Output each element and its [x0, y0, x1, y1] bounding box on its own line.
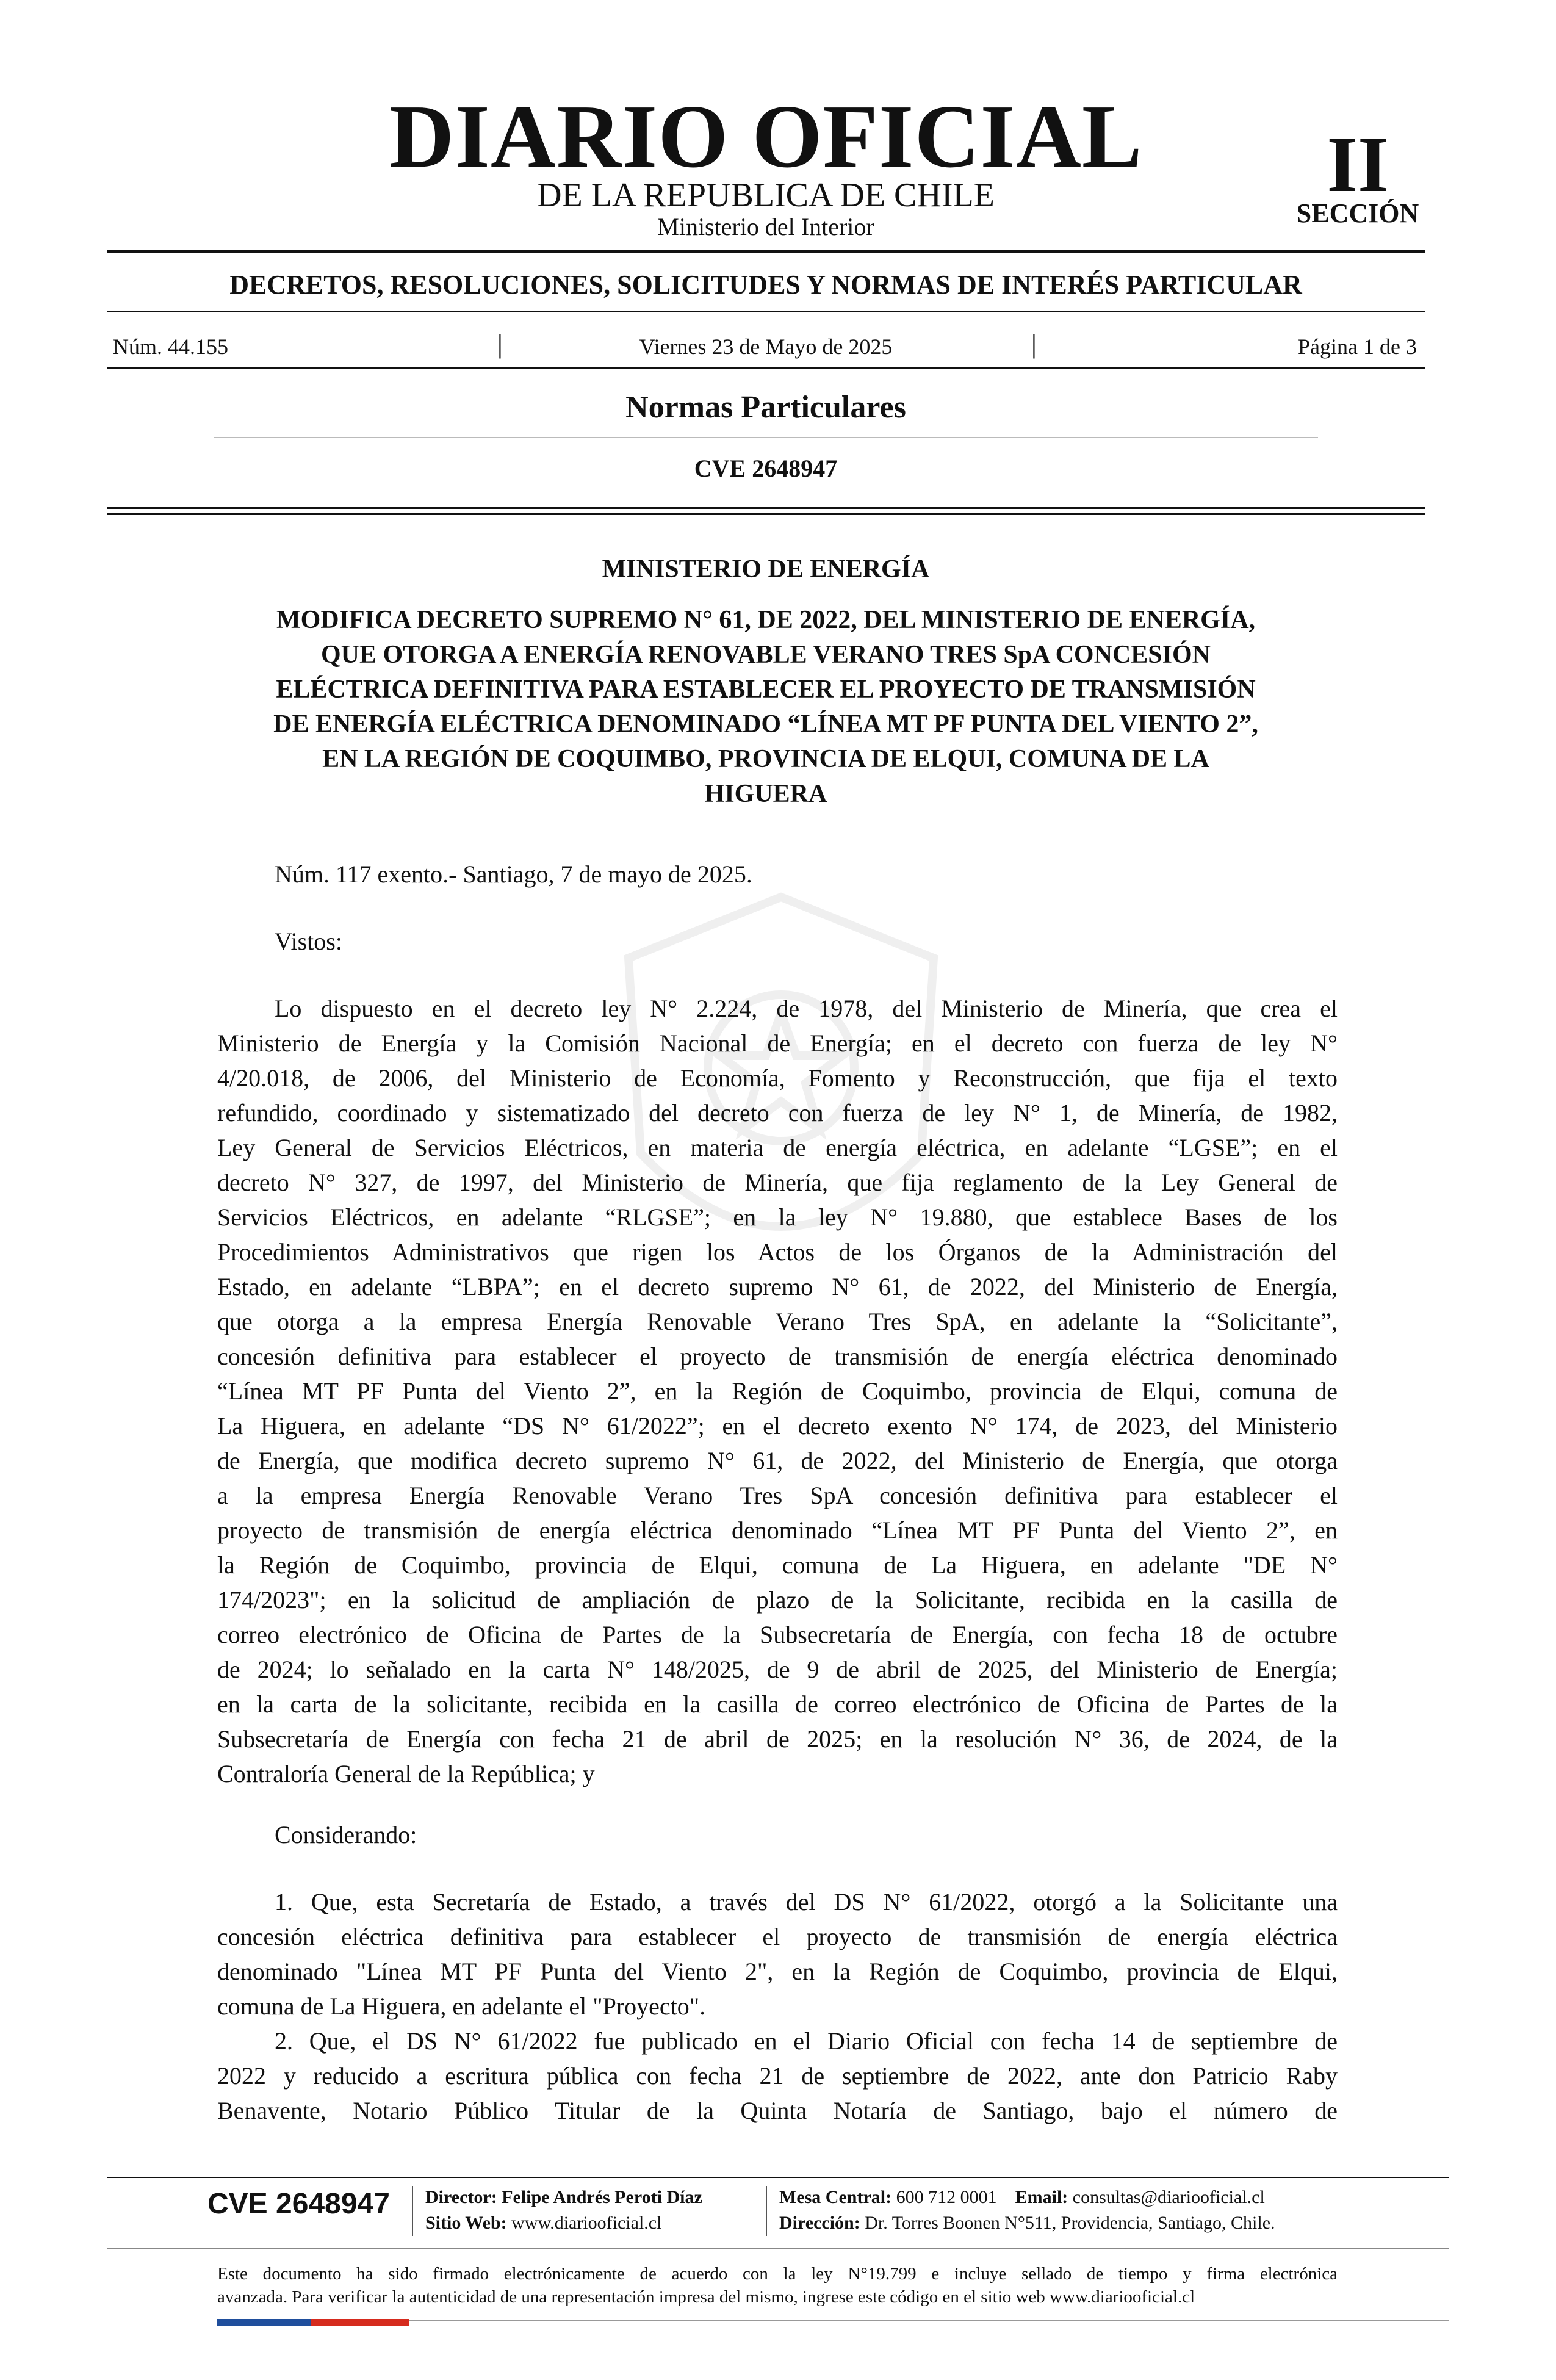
footer-separator — [766, 2186, 767, 2236]
issue-number: Núm. 44.155 — [113, 334, 228, 359]
considerando-2-line: 2. Que, el DS N° 61/2022 fue publicado en el Diario Oficial con fecha 14 de septiembre de — [275, 2027, 1338, 2055]
document-title-line: MODIFICA DECRETO SUPREMO N° 61, DE 2022, DEL MINISTERIO DE ENERGÍA, — [276, 606, 1256, 634]
vistos-line: “Línea MT PF Punta del Viento 2”, en la Región de Coquimbo, provincia de Elqui, comuna de — [217, 1377, 1338, 1405]
header-bottom-rule — [107, 513, 1425, 515]
flag-stripe-red — [311, 2319, 409, 2326]
vistos-line: Lo dispuesto en el decreto ley N° 2.224, de 1978, del Ministerio de Minería, que crea el — [275, 995, 1338, 1022]
section-label: SECCIÓN — [1296, 198, 1419, 228]
site-value[interactable]: www.diariooficial.cl — [511, 2213, 662, 2233]
vistos-line: decreto N° 327, de 1997, del Ministerio de Minería, que fija reglamento de la Ley General de — [217, 1169, 1338, 1196]
document-title-line: DE ENERGÍA ELÉCTRICA DENOMINADO “LÍNEA MT PF PUNTA DEL VIENTO 2”, — [273, 710, 1258, 738]
footer-top-rule — [107, 2177, 1449, 2178]
address-label: Dirección: — [779, 2213, 860, 2233]
header-bottom-rule — [107, 507, 1425, 509]
address-value: Dr. Torres Boonen N°511, Providencia, Santiago, Chile. — [865, 2213, 1275, 2233]
footer-bottom-rule — [409, 2320, 1449, 2321]
section-heading: Normas Particulares — [625, 390, 906, 425]
vistos-line: proyecto de transmisión de energía eléctrica denominado “Línea MT PF Punta del Viento 2”, en — [217, 1516, 1338, 1544]
vistos-line: que otorga a la empresa Energía Renovable Verano Tres SpA, en adelante la “Solicitante”, — [217, 1308, 1338, 1335]
vistos-line: Subsecretaría de Energía con fecha 21 de abril de 2025; en la resolución N° 36, de 2024, de la — [217, 1725, 1338, 1753]
email-value[interactable]: consultas@diariooficial.cl — [1072, 2187, 1265, 2207]
section-number: II — [1327, 121, 1389, 209]
considerando-1-line: 1. Que, esta Secretaría de Estado, a través del DS N° 61/2022, otorgó a la Solicitante una — [275, 1888, 1338, 1916]
vistos-line: de Energía, que modifica decreto supremo N° 61, de 2022, del Ministerio de Energía, que otorga — [217, 1447, 1338, 1474]
masthead-title: DIARIO OFICIAL — [389, 87, 1143, 187]
meta-separator: | — [1031, 329, 1037, 359]
director-label: Director: — [425, 2187, 497, 2207]
considerando-1-line: denominado "Línea MT PF Punta del Viento 2", en la Región de Coquimbo, provincia de Elqui, — [217, 1958, 1338, 1985]
director-value: Felipe Andrés Peroti Díaz — [502, 2187, 702, 2207]
band-divider — [107, 311, 1425, 312]
meta-separator: | — [497, 329, 503, 359]
considerando-2-line: Benavente, Notario Público Titular de la Quinta Notaría de Santiago, bajo el número de — [217, 2097, 1338, 2124]
footer-director — [425, 2188, 702, 2207]
document-title-line: HIGUERA — [704, 780, 827, 808]
legal-notice-line: avanzada. Para verificar la autenticidad de una representación impresa del mismo, ingrese este código en el sitio web www.diariooficial.cl — [217, 2287, 1195, 2307]
phone-label: Mesa Central: — [779, 2187, 892, 2207]
vistos-line: Ley General de Servicios Eléctricos, en materia de energía eléctrica, en adelante “LGSE”; en el — [217, 1134, 1338, 1161]
vistos-line: en la carta de la solicitante, recibida en la casilla de correo electrónico de Oficina de Partes de la — [217, 1690, 1338, 1718]
phone-value: 600 712 0001 — [896, 2187, 997, 2207]
cve-heading: CVE 2648947 — [694, 455, 838, 482]
vistos-line: 4/20.018, de 2006, del Ministerio de Economía, Fomento y Reconstrucción, que fija el texto — [217, 1064, 1338, 1092]
masthead-ministry: Ministerio del Interior — [657, 213, 874, 240]
document-title-line: ELÉCTRICA DEFINITIVA PARA ESTABLECER EL PROYECTO DE TRANSMISIÓN — [276, 676, 1256, 704]
footer-mid-rule — [107, 2248, 1449, 2249]
document-title-line: EN LA REGIÓN DE COQUIMBO, PROVINCIA DE ELQUI, COMUNA DE LA — [322, 745, 1209, 773]
vistos-line: Contraloría General de la República; y — [217, 1760, 595, 1787]
email-label: Email: — [1015, 2187, 1068, 2207]
footer-cve: CVE 2648947 — [207, 2188, 390, 2220]
vistos-line: 174/2023"; en la solicitud de ampliación de plazo de la Solicitante, recibida en la casilla de — [217, 1586, 1338, 1614]
masthead-divider — [107, 250, 1425, 253]
masthead-subtitle: DE LA REPUBLICA DE CHILE — [537, 176, 995, 214]
considerando-label: Considerando: — [275, 1821, 417, 1848]
vistos-line: Servicios Eléctricos, en adelante “RLGSE”; en la ley N° 19.880, que establece Bases de los — [217, 1203, 1338, 1231]
section-rule — [214, 437, 1318, 438]
vistos-line: refundido, coordinado y sistematizado del decreto con fuerza de ley N° 1, de Minería, de 1982, — [217, 1099, 1338, 1127]
footer-separator — [412, 2186, 413, 2236]
site-label: Sitio Web: — [425, 2213, 507, 2233]
legal-notice-line: Este documento ha sido firmado electrónicamente de acuerdo con la ley N°19.799 e incluye sellado de tiempo y firma electrónica — [217, 2264, 1338, 2284]
meta-divider — [107, 367, 1425, 369]
document-ministry: MINISTERIO DE ENERGÍA — [602, 555, 930, 583]
vistos-label: Vistos: — [275, 928, 342, 955]
vistos-line: correo electrónico de Oficina de Partes de la Subsecretaría de Energía, con fecha 18 de octubre — [217, 1621, 1338, 1648]
page-indicator: Página 1 de 3 — [1298, 334, 1417, 359]
vistos-line: de 2024; lo señalado en la carta N° 148/2025, de 9 de abril de 2025, del Ministerio de Energía; — [217, 1656, 1338, 1683]
document-title-line: QUE OTORGA A ENERGÍA RENOVABLE VERANO TRES SpA CONCESIÓN — [321, 641, 1211, 669]
decree-number-line: Núm. 117 exento.- Santiago, 7 de mayo de 2025. — [275, 860, 752, 888]
footer-contact — [779, 2188, 1265, 2207]
vistos-line: Estado, en adelante “LBPA”; en el decreto supremo N° 61, de 2022, del Ministerio de Energía, — [217, 1273, 1338, 1300]
vistos-line: Procedimientos Administrativos que rigen los Actos de los Órganos de la Administración del — [217, 1238, 1338, 1266]
vistos-line: La Higuera, en adelante “DS N° 61/2022”; en el decreto exento N° 174, de 2023, del Ministerio — [217, 1412, 1338, 1440]
considerando-2-line: 2022 y reducido a escritura pública con fecha 21 de septiembre de 2022, ante don Patricio Raby — [217, 2062, 1338, 2090]
vistos-line: concesión definitiva para establecer el proyecto de transmisión de energía eléctrica denominado — [217, 1343, 1338, 1370]
band-title: DECRETOS, RESOLUCIONES, SOLICITUDES Y NORMAS DE INTERÉS PARTICULAR — [229, 270, 1302, 300]
footer-address — [779, 2214, 1275, 2232]
considerando-1-line: concesión eléctrica definitiva para establecer el proyecto de transmisión de energía eléctrica — [217, 1923, 1338, 1950]
vistos-line: a la empresa Energía Renovable Verano Tres SpA concesión definitiva para establecer el — [217, 1482, 1338, 1509]
flag-stripe-blue — [217, 2319, 311, 2326]
considerando-1-line: comuna de La Higuera, en adelante el "Proyecto". — [217, 1992, 706, 2020]
issue-date: Viernes 23 de Mayo de 2025 — [639, 334, 893, 359]
vistos-line: Ministerio de Energía y la Comisión Nacional de Energía; en el decreto con fuerza de ley N° — [217, 1030, 1338, 1057]
vistos-line: la Región de Coquimbo, provincia de Elqui, comuna de La Higuera, en adelante "DE N° — [217, 1551, 1338, 1579]
footer-website — [425, 2214, 661, 2232]
